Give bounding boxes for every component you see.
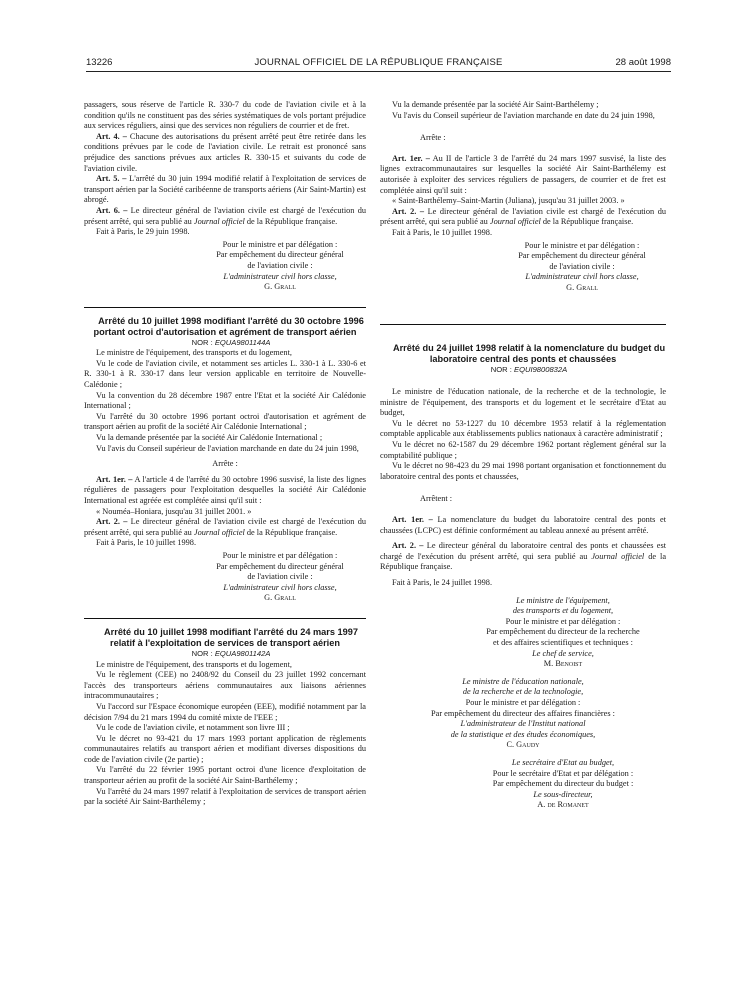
article-6: Art. 6. – Le directeur général de l'aviation civile est chargé de l'exécution du présent arrêté, qui sera publié au Journal officiel de la République française. [84,205,367,226]
paragraph: Vu le code de l'aviation civile, et notamment son livre III ; [96,723,290,733]
left-column [84,100,366,808]
article-1: Art. 1er. – A l'article 4 de l'arrêté du 30 octobre 1996 susvisé, la liste des lignes régulières de passagers pour l'exploitation desquelles la société Air Calédonie International est agréée est complétée ainsi qu'il suit : [84,474,366,505]
arretent-heading: Arrêtent : [420,494,453,504]
article-1: Art. 1er. – Au II de l'article 3 de l'arrêté du 24 mars 1997 susvisé, la liste des lignes extracommunautaires sur lesquelles la société Air Saint-Barthélemy est autorisée à exploiter des services réguliers de passagers, de courrier et de fret est complétée ainsi qu'il suit : [380,153,666,195]
article-4: Art. 4. – Chacune des autorisations du présent arrêté peut être retirée dans les conditions prévues par le code de l'aviation civile. Le retrait est prononcé sans préjudice des sanctions prévues aux articles R. 330-15 et suivants du code de l'aviation civile. [84,131,366,173]
paragraph: Vu le règlement (CEE) no 2408/92 du Conseil du 23 juillet 1992 concernant l'accès des transporteurs aériens communautaires aux liaisons aériennes intracommunautaires ; [84,670,366,701]
paragraph: Vu le décret no 93-421 du 17 mars 1993 portant application de règlements communautaires relatifs au transport aérien et modifiant diverses dispositions du code de l'aviation civile (2e partie) ; [84,733,366,764]
fait-a-paris: Fait à Paris, le 10 juillet 1998. [392,227,493,237]
paragraph: Vu la demande présentée par la société Air Calédonie International ; [96,433,323,443]
article-2: Art. 2. – Le directeur général de l'aviation civile est chargé de l'exécution du présent arrêté, qui sera publié au Journal officiel de la République française. [380,206,667,227]
article-2: Art. 2. – Le directeur général du laboratoire central des ponts et chaussées est chargé de l'exécution du présent arrêté, qui sera publié au Journal officiel de la République française. [380,541,666,572]
section-rule [84,307,366,308]
decree-title: Arrêté du 24 juillet 1998 relatif à la nomenclature du budget du laboratoire central des ponts et chaussées [392,342,666,364]
signature-block: Pour le ministre et par délégation : Par empêchement du directeur général de l'aviation civile : L'administrateur civil hors classe, G. Grall [194,240,366,293]
paragraph: Le ministre de l'éducation nationale, de la recherche et de la technologie, le ministre de l'équipement, des transports et du logement et le secrétaire d'Etat au budget, [380,387,666,418]
nor-reference: NOR : EQUI9800832A [490,364,568,374]
paragraph: Vu l'arrêté du 24 mars 1997 relatif à l'exploitation de services de transport aérien par la société Air Saint-Barthélemy ; [84,786,366,807]
paragraph: Vu le décret no 62-1587 du 29 décembre 1962 portant règlement général sur la comptabilité publique ; [380,440,666,460]
page-header [86,55,671,72]
intro-paragraph: passagers, sous réserve de l'article R. 330-7 du code de l'aviation civile et à la condition qu'ils ne constituent pas des séries systématiques de vols portant préjudice aux services réguliers, ainsi que des services non réguliers de courrier et de fret. [84,100,366,131]
signature-block-budget: Le secrétaire d'Etat au budget, Pour le secrétaire d'Etat et par délégation : Par empêchement du directeur du budget : Le sous-directeur, A. de Romanet [460,758,666,811]
fait-a-paris: Fait à Paris, le 29 juin 1998. [96,227,190,237]
paragraph: Le ministre de l'équipement, des transports et du logement, [96,659,292,669]
signatory-name: M. Benoist [543,659,583,669]
nor-reference: NOR : EQUA9801144A [191,337,271,347]
signature-block: Pour le ministre et par délégation : Par empêchement du directeur général de l'aviation civile : L'administrateur civil hors classe, G. Grall [498,241,666,294]
paragraph: Vu la demande présentée par la société Air Saint-Barthélemy ; [392,100,599,109]
signatory-name: A. de Romanet [537,800,589,810]
quoted-line: « Nouméa–Honiara, jusqu'au 31 juillet 2001. » [96,506,252,516]
paragraph: Vu le décret no 53-1227 du 10 décembre 1953 relatif à la réglementation comptable applicable aux établissements publics nationaux à caractère administratif ; [380,418,666,439]
signature-block: Pour le ministre et par délégation : Par empêchement du directeur général de l'aviation civile : L'administrateur civil hors classe, G. Grall [194,551,366,604]
signatory-name: G. Grall [566,282,598,292]
paragraph: Vu l'avis du Conseil supérieur de l'aviation marchande en date du 24 juin 1998, [96,443,359,453]
arrete-heading: Arrête : [420,133,446,143]
decree-title: Arrêté du 10 juillet 1998 modifiant l'arrêté du 24 mars 1997 relatif à l'exploitation de services de transport aérien [104,626,358,648]
article-5: Art. 5. – L'arrêté du 30 juin 1994 modifié relatif à l'exploitation de services de transport aérien par la Société caribéenne de transports aériens (Air Saint-Martin) est abrogé. [84,174,367,205]
right-column [380,100,666,811]
fait-a-paris: Fait à Paris, le 10 juillet 1998. [96,538,197,548]
journal-title: JOURNAL OFFICIEL DE LA RÉPUBLIQUE FRANÇAISE [254,57,503,68]
paragraph: Vu l'arrêté du 30 octobre 1996 portant octroi d'autorisation et agrément de transport aérien au profit de la société Air Calédonie International ; [84,411,366,432]
signatory-name: C. Gaudy [506,740,540,750]
article-1: Art. 1er. – La nomenclature du budget du laboratoire central des ponts et chaussées (LCPC) est définie conformément au tableau annexé au présent arrêté. [380,515,667,535]
signatory-name: G. Grall [264,282,296,292]
paragraph: Vu le décret no 98-423 du 29 mai 1998 portant organisation et fonctionnement du laboratoire central des ponts et chaussées, [380,461,666,481]
issue-date: 28 août 1998 [615,57,671,68]
signature-block-equipment: Le ministre de l'équipement, des transports et du logement, Pour le ministre et par délégation : Par empêchement du directeur de la recherche et des affaires scientifiques et techniques : Le chef de service, M. Benoist [460,596,666,670]
decree-title: Arrêté du 10 juillet 1998 modifiant l'arrêté du 30 octobre 1996 portant octroi d'autorisation et agrément de transport aérien [93,315,364,337]
paragraph: Vu l'accord sur l'Espace économique européen (EEE), modifié notamment par la décision 7/94 du 21 mars 1994 du comité mixte de l'EEE ; [84,701,366,722]
paragraph: Vu l'arrêté du 22 février 1995 portant octroi d'une licence d'exploitation de transporteur aérien au profit de la société Air Saint-Barthélemy ; [84,765,366,786]
section-rule [84,618,366,619]
signatory-name: G. Grall [264,593,296,603]
arrete-heading: Arrête : [212,459,238,469]
quoted-line: « Saint-Barthélemy–Saint-Martin (Juliana), jusqu'au 31 juillet 2003. » [392,196,625,206]
article-2: Art. 2. – Le directeur général de l'aviation civile est chargé de l'exécution du présent arrêté, qui sera publié au Journal officiel de la République française. [84,517,367,537]
section-rule [380,324,666,325]
paragraph: Vu la convention du 28 décembre 1987 entre l'Etat et la société Air Calédonie International ; [84,390,366,411]
paragraph: Vu l'avis du Conseil supérieur de l'aviation marchande en date du 24 juin 1998, [392,110,655,120]
paragraph: Vu le code de l'aviation civile, et notamment ses articles L. 330-1 à L. 330-6 et R. 330-1 à R. 330-17 dans leur version applicable en territoire de Nouvelle-Calédonie ; [84,358,366,390]
paragraph: Le ministre de l'équipement, des transports et du logement, [96,348,292,358]
page-number: 13226 [86,57,113,68]
fait-a-paris: Fait à Paris, le 24 juillet 1998. [392,578,493,587]
nor-reference: NOR : EQUA9801142A [191,648,271,658]
signature-block-education: Le ministre de l'éducation nationale, de la recherche et de la technologie, Pour le ministre et par délégation : Par empêchement du directeur des affaires financières : L'administrateur de l'Institut national de la statistique et des études économiques, C. Gaudy [380,677,666,751]
